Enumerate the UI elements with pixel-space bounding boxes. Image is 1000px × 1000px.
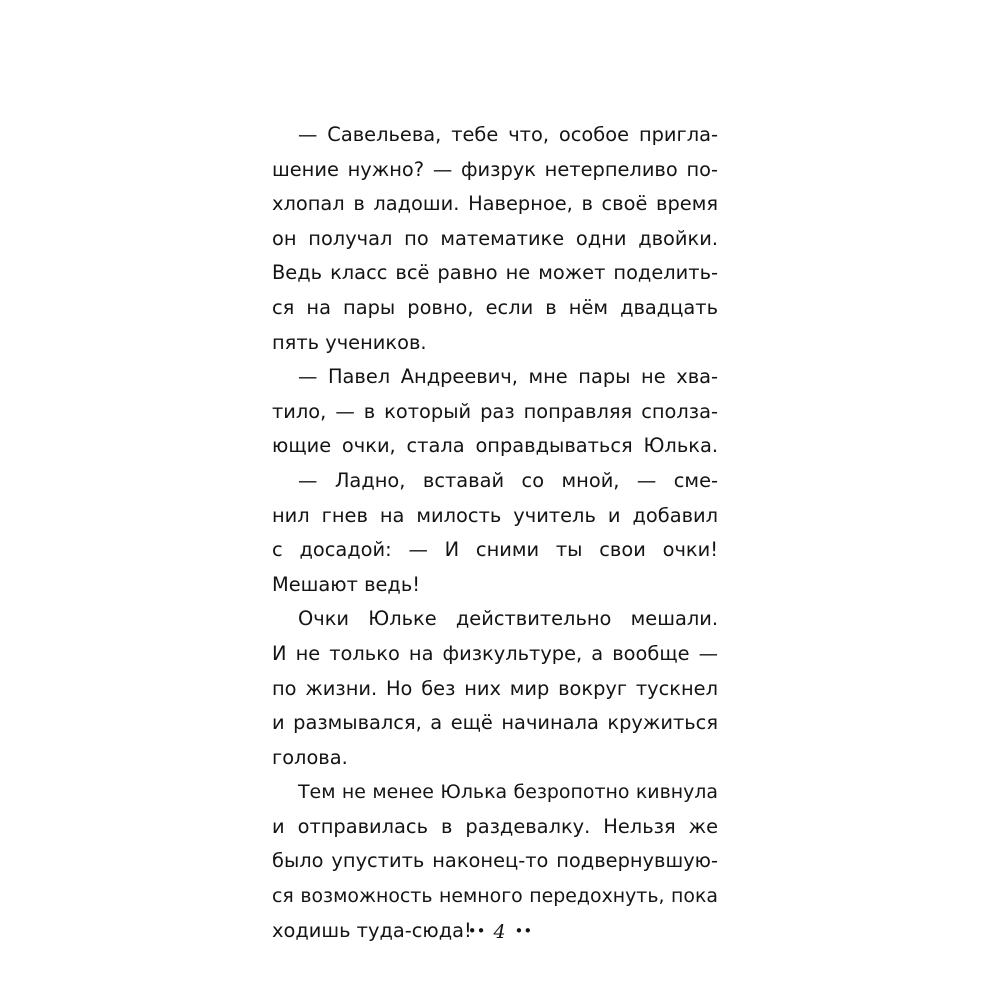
text-line: было упустить наконец-то подвернувшую-: [272, 849, 718, 873]
text-line: ся на пары ровно, если в нём двадцать: [272, 295, 718, 319]
text-line: и размывался, а ещё начинала кружиться: [272, 711, 718, 735]
paragraph-2: [272, 360, 718, 464]
page-number: 4: [493, 921, 507, 943]
text-line: Очки Юльке действительно мешали.: [298, 607, 718, 631]
text-line: Ведь класс всё равно не может поделить-: [272, 261, 718, 285]
text-line: по жизни. Но без них мир вокруг тускнел: [272, 676, 718, 700]
paragraph-4: [272, 602, 718, 775]
text-line: и отправилась в раздевалку. Нельзя же: [272, 814, 718, 838]
text-line: — Павел Андреевич, мне пары не хва-: [298, 365, 718, 389]
body-text: [272, 118, 718, 948]
text-line: — Ладно, вставай со мной, — сме-: [298, 468, 718, 492]
text-line: тило, — в который раз поправляя сполза-: [272, 399, 718, 423]
text-line: хлопал в ладоши. Наверное, в своё время: [272, 192, 718, 216]
text-line: Тем не менее Юлька безропотно кивнула: [298, 781, 718, 804]
decorative-dots-right: ••: [514, 922, 533, 940]
text-line: Мешают ведь!: [272, 572, 421, 596]
text-line: он получал по математике одни двойки.: [272, 226, 718, 250]
paragraph-3: [272, 464, 718, 602]
text-line: пять учеников.: [272, 330, 427, 354]
text-line: ходишь туда-сюда!: [272, 918, 472, 942]
text-line: нил гнев на милость учитель и добавил: [272, 503, 718, 527]
text-line: — Савельева, тебе что, особое пригла-: [298, 123, 718, 146]
page-number-footer: [0, 917, 1000, 946]
text-line: с досадой: — И сними ты свои очки!: [272, 538, 718, 562]
text-line: голова.: [272, 745, 348, 769]
text-line: шение нужно? — физрук нетерпеливо по-: [272, 157, 718, 181]
text-line: ющие очки, стала оправдываться Юлька.: [272, 434, 718, 458]
text-line: И не только на физкультуре, а вообще —: [272, 641, 718, 665]
paragraph-1: [272, 118, 718, 360]
decorative-dots-left: ••: [467, 922, 486, 940]
text-line: ся возможность немного передохнуть, пока: [272, 885, 718, 908]
